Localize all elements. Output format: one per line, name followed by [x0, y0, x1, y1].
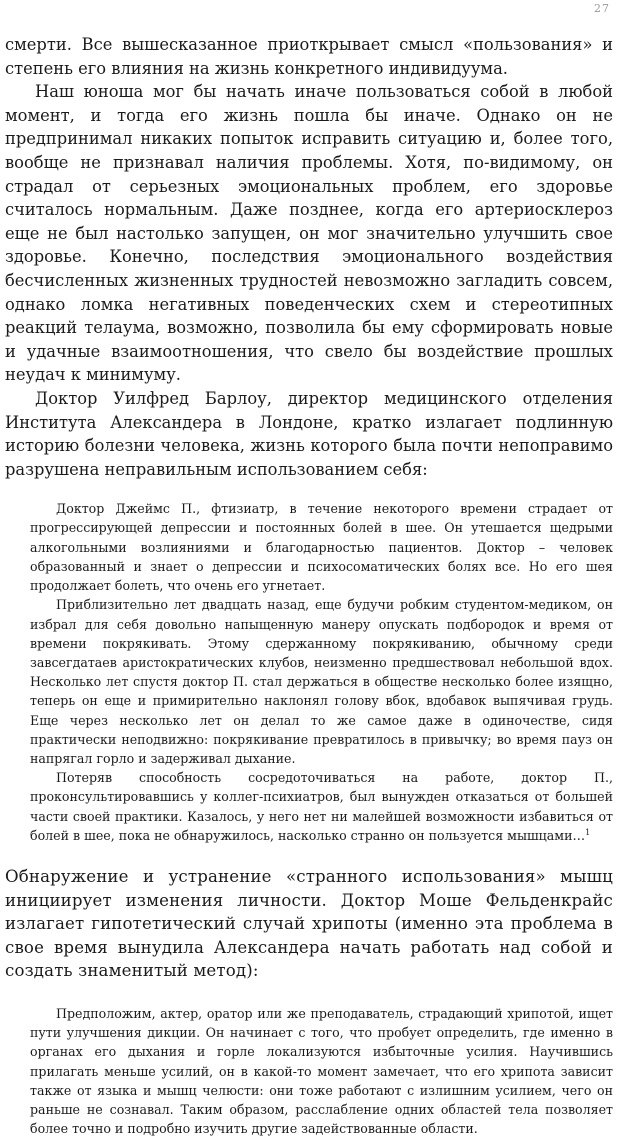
- paragraph-feldenkrais-intro: Обнаружение и устранение «странного использования» мышц инициирует изменения личности. Доктор Моше Фельденкрайс излагает гипотетический случай хрипоты (именно эта проблема в свое время вынудила Александера начать работать над собой и создать знаменитый метод):: [5, 866, 613, 981]
- block-quote-barlow: [5, 499, 613, 845]
- middle-paragraph-block: [5, 865, 613, 983]
- quote-paragraph: [30, 768, 613, 845]
- quote-paragraph: Предположим, актер, оратор или же преподаватель, страдающий хрипотой, ищет пути улучшения дикции. Он начинает с того, что пробует определить, где именно в органах его дыхания и горле локализуются избыточные усилия. Научившись прилагать меньше усилий, он в какой-то момент замечает, что его хрипота зависит также от языка и мышц челюсти: они тоже работают с излишним усилием, чего он раньше не сознавал. Таким образом, расслабление одних областей тела позволяет более точно и подробно изучить другие задействованные области.: [30, 1005, 613, 1137]
- paragraph-continuation: смерти. Все вышесказанное приоткрывает смысл «пользования» и степень его влияния на жизнь конкретного индивидуума.: [5, 35, 613, 78]
- quote-paragraph-text: Потеряв способность сосредоточиваться на работе, доктор П., проконсультировавшись у коллег-психиатров, был вынужден отказаться от большей части своей практики. Казалось, у него нет ни малейшей возможности избавиться от болей в шее, пока не обнаружилось, насколько странно он пользуется мышцами…: [30, 770, 613, 843]
- paragraph-barlow-intro: Доктор Уилфред Барлоу, директор медицинского отделения Института Александера в Лондоне, кратко излагает подлинную историю болезни человека, жизнь которого была почти непоправимо разрушена неправильным использованием себя:: [5, 388, 613, 479]
- page-number: 27: [594, 2, 610, 15]
- quote-paragraph: Доктор Джеймс П., фтизиатр, в течение некоторого времени страдает от прогрессирующей депрессии и постоянных болей в шее. Он утешается щедрыми алкогольными возлияниями и благодарностью пациентов. Доктор – человек образованный и знает о депрессии и психосоматических болях все. Но его шея продолжает болеть, что очень его угнетает.: [30, 501, 613, 594]
- paragraph-young-man: Наш юноша мог бы начать иначе пользоваться собой в любой момент, и тогда его жизнь пошла бы иначе. Однако он не предпринимал никаких попыток исправить ситуацию и, более того, вообще не признавал наличия проблемы. Хотя, по-видимому, он страдал от серьезных эмоциональных проблем, его здоровье считалось нормальным. Даже позднее, когда его артериосклероз еще не был настолько запущен, он мог значительно улучшить свое здоровье. Конечно, последствия эмоционального воздействия бесчисленных жизненных трудностей невозможно загладить совсем, однако ломка негативных поведенческих схем и стереотипных реакций телаума, возможно, позволила бы ему сформировать новые и удачные взаимоотношения, что свело бы воздействие прошлых неудач к минимуму.: [5, 82, 613, 385]
- quote-paragraph: Приблизительно лет двадцать назад, еще будучи робким студентом-медиком, он избрал для себя довольно напыщенную манеру опускать подбородок и время от времени покрякивать. Этому сдержанному покрякиванию, обычному среди завсегдатаев аристократических клубов, неизменно предшествовал небольшой вдох. Несколько лет спустя доктор П. стал держаться в обществе несколько более изящно, теперь он еще и примирительно наклонял голову вбок, вдобавок выпячивая грудь. Еще через несколько лет он делал то же самое даже в одиночестве, сидя практически неподвижно: покрякивание превратилось в привычку; во время пауз он напрягал горло и задерживал дыхание.: [30, 597, 613, 766]
- footnote-marker[interactable]: 1: [585, 827, 591, 837]
- page-content: [5, 33, 613, 1138]
- block-quote-feldenkrais: [5, 1004, 613, 1138]
